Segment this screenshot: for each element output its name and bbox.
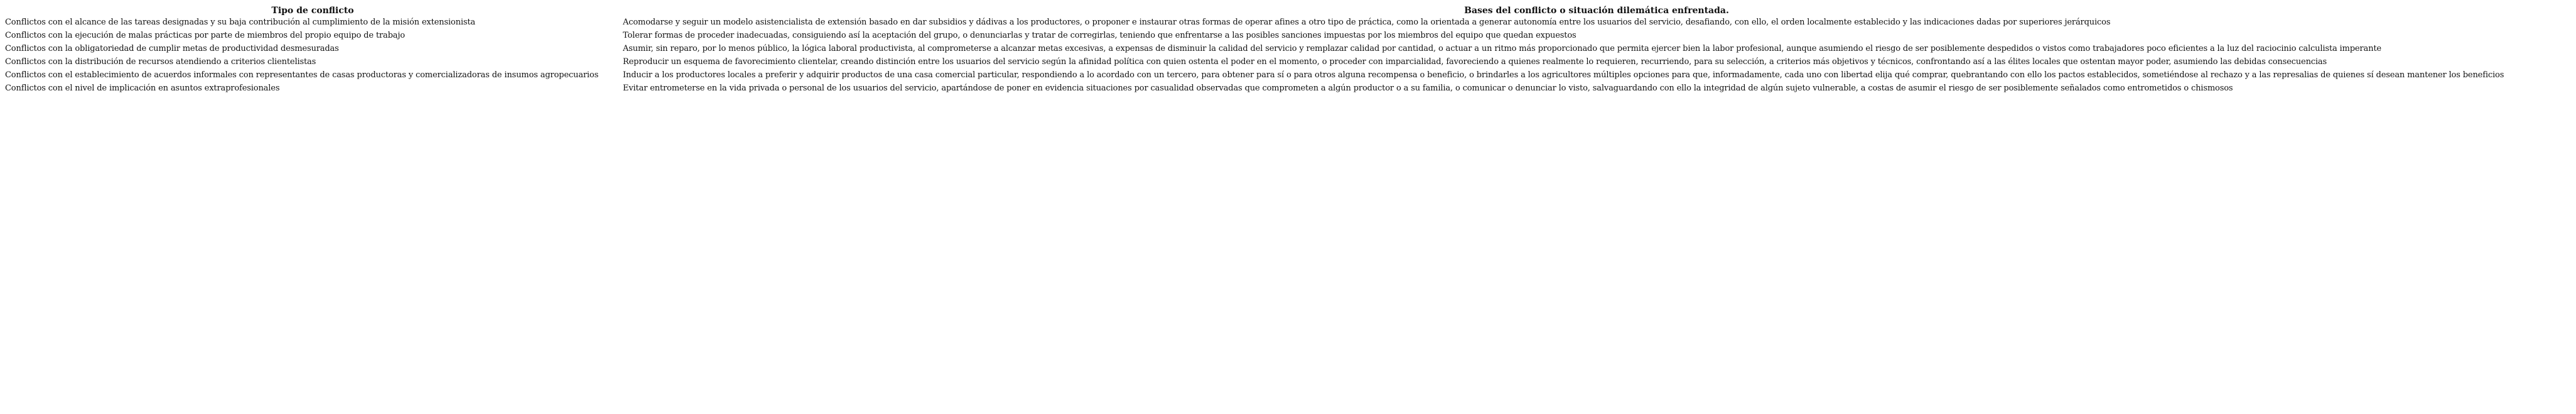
conflict-bases-cell: Inducir a los productores locales a preferir y adquirir productos de una casa comercial particular, respondiendo a lo acordado con un tercero, para obtener para sí o para otros alguna recompensa o beneficio, o brindarles a los agricultores múltiples opciones para que, informadamente, cada uno con libertad elija qué comprar, quebrantando con ello los pactos establecidos, sometiéndose al rechazo y a las represalias de quienes sí desean mantener los beneficios	[623, 70, 2504, 80]
conflict-type-cell: Conflictos con la obligatoriedad de cumplir metas de productividad desmesuradas	[5, 44, 339, 53]
conflict-bases-cell: Acomodarse y seguir un modelo asistencialista de extensión basado en dar subsidios y dádivas a los productores, o proponer e instaurar otras formas de operar afines a otro tipo de práctica, como la orientada a generar autonomía entre los usuarios del servicio, desafiando, con ello, el orden localmente establecido y las indicaciones dadas por superiores jerárquicos	[623, 18, 2111, 27]
conflict-table	[4, 5, 2572, 95]
conflict-type-cell: Conflictos con el nivel de implicación en asuntos extraprofesionales	[5, 84, 280, 93]
conflict-type-cell: Conflictos con el alcance de las tareas designadas y su baja contribución al cumplimiento de la misión extensionista	[5, 18, 476, 27]
conflict-type-cell: Conflictos con la distribución de recursos atendiendo a criterios clientelistas	[5, 57, 316, 67]
conflict-type-cell: Conflictos con la ejecución de malas prácticas por parte de miembros del propio equipo de trabajo	[5, 31, 405, 40]
conflict-bases-cell: Tolerar formas de proceder inadecuadas, consiguiendo así la aceptación del grupo, o denunciarlas y tratar de corregirlas, teniendo que enfrentarse a las posibles sanciones impuestas por los miembros del equipo que quedan expuestos	[623, 31, 1576, 40]
column-header-type: Tipo de conflicto	[271, 6, 354, 16]
table-row	[4, 43, 2572, 56]
table-row	[4, 69, 2572, 82]
conflict-type-cell: Conflictos con el establecimiento de acuerdos informales con representantes de casas productoras y comercializadoras de insumos agropecuarios	[5, 70, 599, 80]
conflict-bases-cell: Evitar entrometerse en la vida privada o personal de los usuarios del servicio, apartándose de poner en evidencia situaciones por casualidad observadas que comprometen a algún productor o a su familia, o comunicar o denunciar lo visto, salvaguardando con ello la integridad de algún sujeto vulnerable, a costas de asumir el riesgo de ser posiblemente señalados como entrometidos o chismosos	[623, 84, 2233, 93]
conflict-bases-cell: Asumir, sin reparo, por lo menos público, la lógica laboral productivista, al comprometerse a alcanzar metas excesivas, a expensas de disminuir la calidad del servicio y remplazar calidad por cantidad, o actuar a un ritmo más proporcionado que permita ejercer bien la labor profesional, aunque asumiendo el riesgo de ser posiblemente despedidos o vistos como trabajadores poco eficientes a la luz del raciocinio calculista imperante	[623, 44, 2381, 53]
column-header-bases: Bases del conflicto o situación dilemática enfrentada.	[1464, 6, 1729, 16]
table-row	[4, 16, 2572, 30]
conflict-bases-cell: Reproducir un esquema de favorecimiento clientelar, creando distinción entre los usuarios del servicio según la afinidad política con quien ostenta el poder en el momento, o proceder con imparcialidad, favoreciendo a quienes realmente lo requieren, recurriendo, para su selección, a criterios más objetivos y técnicos, confrontando así a las élites locales que ostentan mayor poder, asumiendo las debidas consecuencias	[623, 57, 2327, 67]
table-header-row	[4, 5, 2572, 16]
table-row	[4, 82, 2572, 95]
table-row	[4, 30, 2572, 43]
table-row	[4, 56, 2572, 69]
